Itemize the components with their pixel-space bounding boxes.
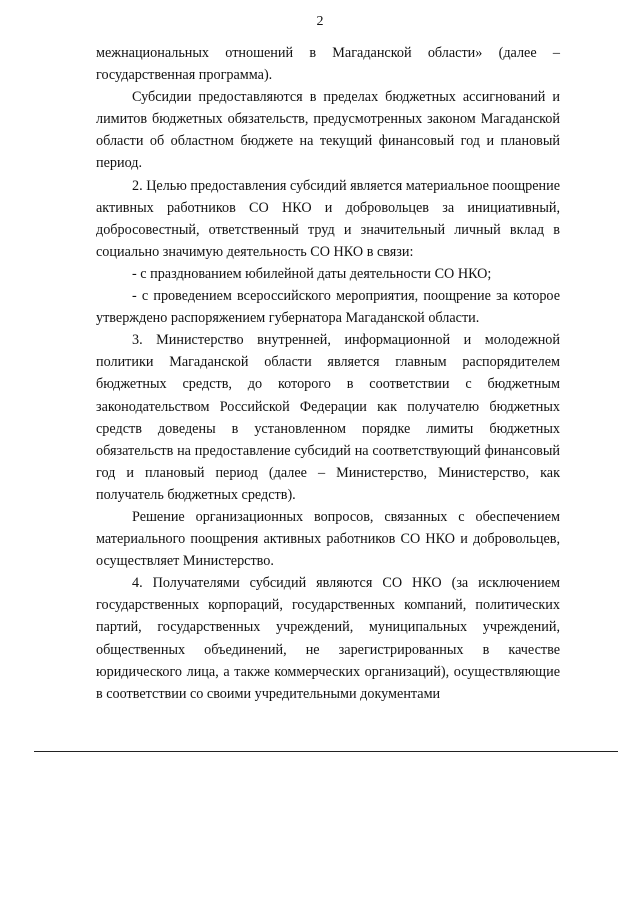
page-number: 2 — [316, 14, 324, 29]
paragraph-item-3-ministry: 3. Министерство внутренней, информационной и молодежной политики Магаданской области является главным распорядителем бюджетных средств, до которого в соответствии с бюджетным законодательством Российской Федерации как получателю бюджетных средств доведены в установленном порядке лимиты бюджетных обязательств на предоставление субсидий на соответствующий финансовый год и плановый период (далее – Министерство, Министерство, как получатель бюджетных средств). — [96, 332, 560, 503]
paragraph-bullet-event: - с проведением всероссийского мероприятия, поощрение за которое утверждено распоряжением губернатора Магаданской области. — [96, 288, 560, 327]
paragraph-bullet-anniversary: - с празднованием юбилейной даты деятельности СО НКО; — [132, 265, 492, 282]
horizontal-rule — [34, 751, 618, 752]
document-body — [96, 42, 560, 705]
paragraph-continuation: межнациональных отношений в Магаданской области» (далее – государственная программа). — [96, 45, 560, 84]
paragraph-subsidies-limits: Субсидии предоставляются в пределах бюджетных ассигнований и лимитов бюджетных обязательств, предусмотренных законом Магаданской области об областном бюджете на текущий финансовый год и плановый период. — [96, 89, 560, 172]
paragraph-item-4-recipients: 4. Получателями субсидий являются СО НКО (за исключением государственных корпораций, государственных компаний, политических партий, государственных учреждений, муниципальных учреждений, общественных объединений, не зарегистрированных в качестве юридического лица, а также коммерческих организаций), осуществляющие в соответствии со своими учредительными документами — [96, 575, 560, 702]
paragraph-item-2-purpose: 2. Целью предоставления субсидий является материальное поощрение активных работников СО НКО и добровольцев за инициативный, добросовестный, ответственный труд и значительный личный вклад в социально значимую деятельность СО НКО в связи: — [96, 177, 561, 260]
paragraph-organizational-decision: Решение организационных вопросов, связанных с обеспечением материального поощрения активных работников СО НКО и добровольцев, осуществляет Министерство. — [96, 508, 560, 570]
